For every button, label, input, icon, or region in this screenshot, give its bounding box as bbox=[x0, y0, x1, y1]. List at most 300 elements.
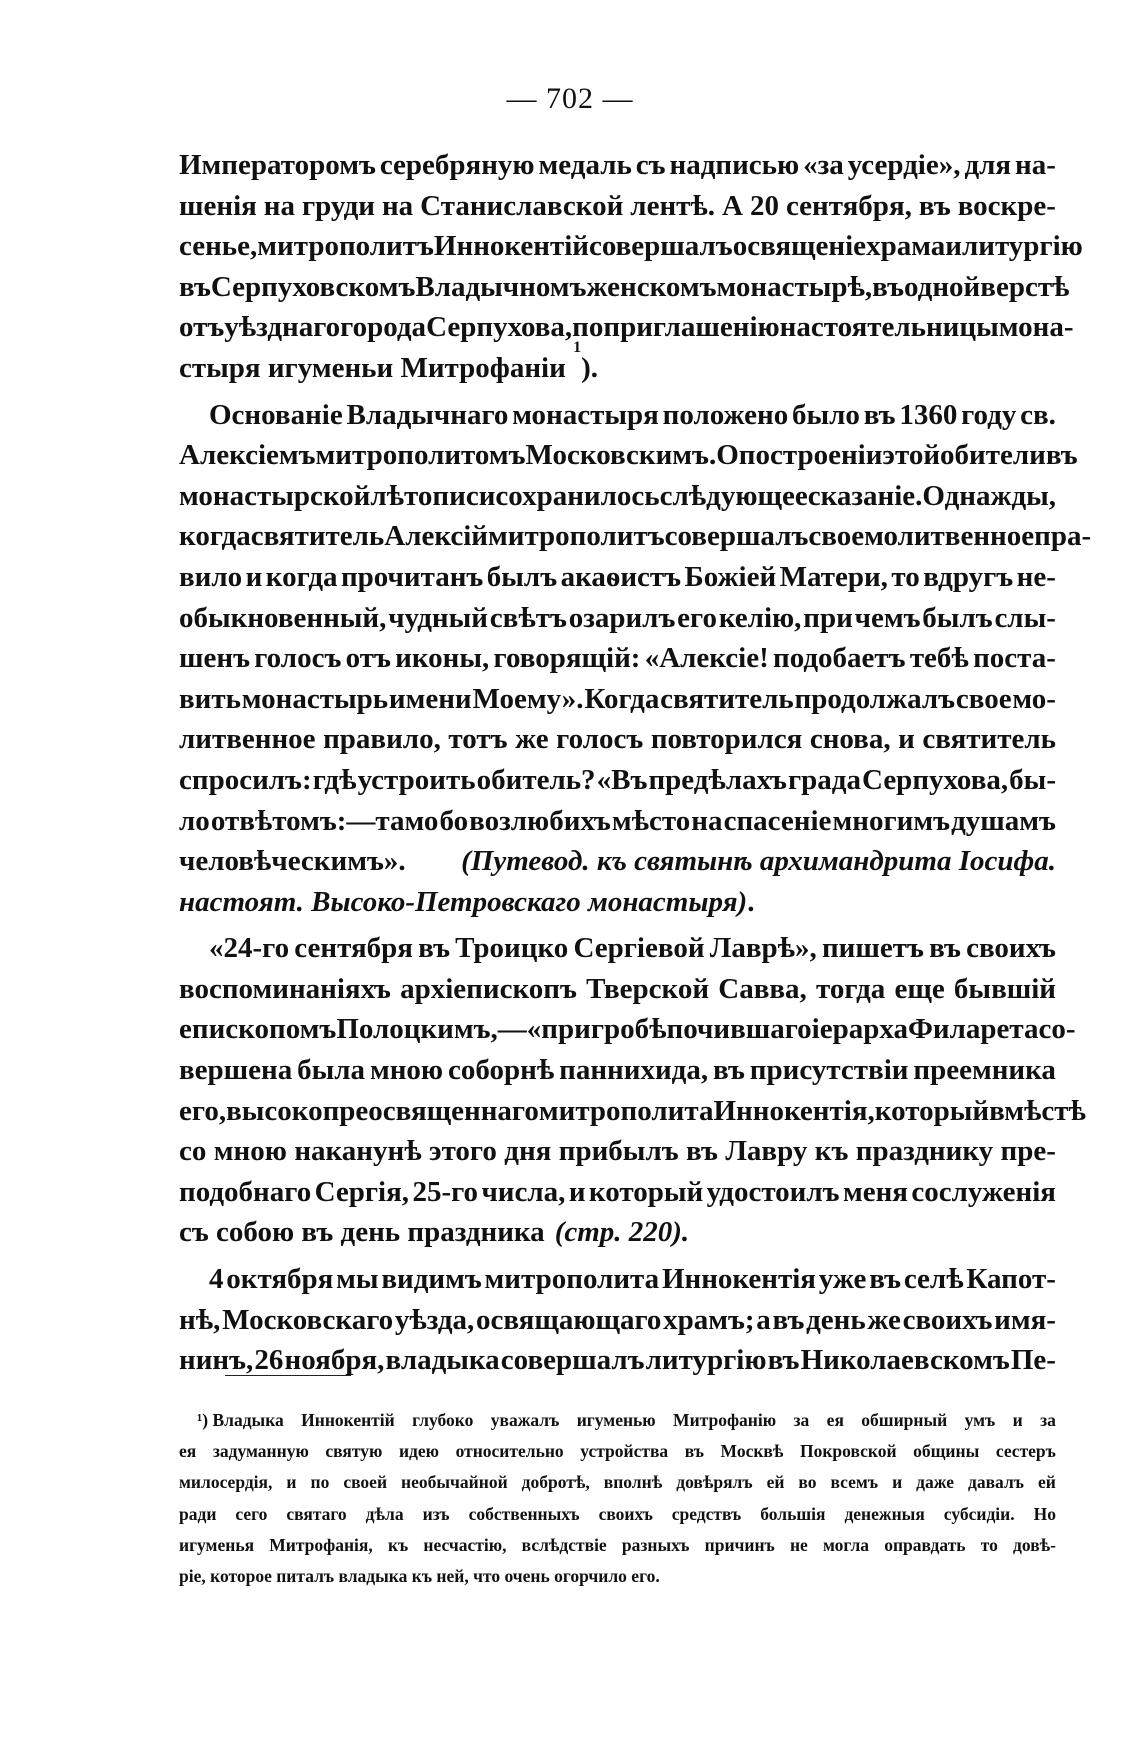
word: Серпухова, bbox=[862, 763, 1009, 796]
word: голосъ bbox=[254, 642, 342, 675]
footnote-line bbox=[179, 1405, 1056, 1436]
word: этой bbox=[882, 439, 941, 472]
word: и bbox=[898, 723, 915, 756]
word: уѣзднаго bbox=[224, 311, 341, 344]
word: обыкновенный, bbox=[179, 601, 387, 634]
word: почившаго bbox=[666, 1013, 812, 1046]
text-line: съ собою въ день праздника (стр. 220). bbox=[179, 1212, 1056, 1253]
word: настоятельницы bbox=[779, 311, 999, 344]
word: вмѣстѣ bbox=[989, 1094, 1086, 1127]
word: медаль bbox=[538, 149, 632, 181]
word: Станиславской bbox=[420, 189, 624, 222]
text-line bbox=[179, 267, 1070, 308]
word: всемъ bbox=[830, 1472, 879, 1493]
word: пра- bbox=[1034, 520, 1092, 553]
word: со bbox=[179, 1135, 207, 1168]
word: имя- bbox=[994, 1303, 1056, 1336]
word: ея bbox=[179, 1441, 197, 1462]
word: города bbox=[340, 311, 427, 344]
paragraph-4 bbox=[179, 1259, 1056, 1381]
footnote-divider bbox=[225, 1375, 351, 1376]
word: митрополита bbox=[484, 1263, 660, 1296]
word: митрополитъ bbox=[257, 230, 434, 263]
word: когда bbox=[265, 560, 338, 593]
word: Иннокентія, bbox=[713, 1094, 875, 1127]
word: и bbox=[245, 560, 263, 593]
word: многимъ bbox=[832, 804, 950, 837]
word: Сергія, bbox=[314, 1175, 410, 1208]
word: душамъ bbox=[951, 804, 1056, 837]
word: келію, bbox=[718, 601, 802, 634]
word: въ bbox=[929, 932, 961, 965]
word: возлюбихъ bbox=[469, 804, 611, 837]
word: уже bbox=[818, 1263, 867, 1296]
text-line bbox=[179, 928, 1056, 969]
word: 26 bbox=[254, 1344, 284, 1377]
word: за bbox=[1040, 1410, 1056, 1430]
word: повторился bbox=[650, 723, 803, 756]
text-line bbox=[179, 1091, 1086, 1132]
word: совершалъ bbox=[500, 1344, 645, 1377]
word: мы bbox=[336, 1263, 379, 1296]
word: въ bbox=[918, 189, 951, 222]
word: оправдать bbox=[884, 1534, 966, 1555]
word: причинъ bbox=[704, 1534, 775, 1555]
word: Иннокентія bbox=[661, 1263, 816, 1296]
word: и bbox=[568, 1175, 586, 1208]
word: октября bbox=[226, 1263, 334, 1296]
word: могла bbox=[822, 1534, 870, 1555]
word: довѣ- bbox=[1013, 1534, 1056, 1555]
word: была bbox=[297, 1054, 366, 1087]
word: а bbox=[756, 1303, 771, 1336]
word: и bbox=[1012, 1410, 1023, 1430]
word: голосъ bbox=[556, 723, 644, 756]
word: обитель? bbox=[476, 763, 596, 796]
word: его, bbox=[179, 1094, 227, 1127]
word: прибылъ bbox=[558, 1135, 679, 1168]
word: на bbox=[263, 189, 296, 222]
page-number: — 702 — bbox=[506, 82, 634, 115]
word: празднику bbox=[855, 1135, 994, 1168]
text-line bbox=[179, 1009, 1076, 1050]
word: несчастію, bbox=[423, 1534, 507, 1555]
word: озарилъ bbox=[568, 601, 676, 634]
word: наканунѣ bbox=[294, 1135, 422, 1168]
word: Иннокентій bbox=[433, 230, 589, 263]
word: Лаврѣ», bbox=[709, 932, 817, 965]
word: свое bbox=[808, 520, 865, 553]
word: литургію bbox=[645, 1344, 767, 1377]
word: Алексій bbox=[384, 520, 488, 553]
word: воспоминаніяхъ bbox=[179, 972, 391, 1005]
word: митрополита bbox=[538, 1094, 714, 1127]
text-line: стыря игуменьи Митрофаніи 1 ). bbox=[179, 348, 1056, 389]
word: Сергіевой bbox=[573, 932, 705, 965]
word: литургію bbox=[961, 230, 1083, 263]
citation: настоят. Высоко-Петровскаго монастыря) bbox=[179, 885, 748, 918]
word: за bbox=[793, 1410, 810, 1430]
text-line bbox=[179, 719, 1056, 760]
word: О bbox=[716, 439, 739, 472]
paragraph-1 bbox=[179, 145, 1083, 389]
word: было bbox=[792, 398, 860, 431]
word: ноября, bbox=[284, 1344, 385, 1377]
word: умъ bbox=[964, 1410, 996, 1430]
paragraph-3 bbox=[179, 928, 1086, 1253]
body-text bbox=[179, 145, 1092, 1387]
word: Лавру bbox=[725, 1135, 808, 1168]
text-line bbox=[179, 516, 1092, 557]
word: приглашенію bbox=[603, 311, 780, 344]
word: святую bbox=[325, 1441, 383, 1462]
word: совершалъ bbox=[664, 520, 809, 553]
word: къ bbox=[814, 1135, 849, 1168]
word: еще bbox=[894, 972, 945, 1005]
word: освящающаго bbox=[476, 1303, 662, 1336]
word: акаѳистъ bbox=[560, 560, 682, 593]
word: ей bbox=[766, 1472, 785, 1493]
text-line bbox=[179, 145, 1056, 186]
word: святитель bbox=[660, 682, 794, 715]
text-line bbox=[179, 1131, 1056, 1172]
word: имени bbox=[388, 682, 472, 715]
word: вило bbox=[179, 560, 243, 593]
word: задуманную bbox=[212, 1441, 309, 1462]
word: мѣсто bbox=[611, 804, 691, 837]
text-line bbox=[179, 557, 1056, 598]
word: Иннокентій bbox=[301, 1410, 395, 1430]
word: вершена bbox=[179, 1054, 293, 1087]
word: шенъ bbox=[179, 642, 250, 675]
word: 20 bbox=[749, 189, 779, 222]
word: «Алексіе! bbox=[644, 642, 769, 675]
word: «за bbox=[803, 149, 844, 181]
word: даже bbox=[916, 1472, 954, 1493]
word: спасеніе bbox=[723, 804, 832, 837]
word: Полоцкимъ,—«при bbox=[336, 1013, 591, 1046]
word: Митрофанія, bbox=[269, 1534, 373, 1555]
text-line bbox=[179, 395, 1056, 436]
word: году bbox=[961, 398, 1017, 431]
word: святитель bbox=[250, 520, 385, 553]
word: сестеръ bbox=[995, 1441, 1056, 1462]
word: сенье, bbox=[179, 230, 258, 263]
word: отвѣтомъ:—тамо bbox=[210, 804, 439, 837]
word: дѣла bbox=[365, 1503, 404, 1524]
footnote bbox=[179, 1405, 1056, 1592]
word: усердіе», bbox=[847, 149, 961, 181]
word: своихъ bbox=[966, 932, 1056, 965]
word: отъ bbox=[345, 642, 391, 675]
word: храма bbox=[866, 230, 946, 263]
word: уважалъ bbox=[490, 1410, 560, 1430]
word: идею bbox=[398, 1441, 440, 1462]
word: день bbox=[806, 1303, 866, 1336]
word: архіепископъ bbox=[400, 972, 577, 1005]
word: слы- bbox=[994, 601, 1056, 634]
word: Божіей bbox=[684, 560, 777, 593]
word: монастыря bbox=[512, 398, 659, 431]
text-line bbox=[179, 186, 1056, 227]
word: Серпуховскомъ bbox=[210, 270, 416, 303]
text-line bbox=[179, 801, 1056, 842]
word: въ bbox=[872, 270, 905, 303]
word: святитель bbox=[922, 723, 1056, 756]
word: митрополитомъ bbox=[315, 439, 526, 472]
word: былъ bbox=[486, 560, 558, 593]
word: же bbox=[867, 1303, 901, 1336]
word: обители bbox=[940, 439, 1046, 472]
word: спросилъ: bbox=[179, 763, 312, 796]
word: при bbox=[803, 601, 853, 634]
word: ея bbox=[826, 1410, 844, 1430]
word: гдѣ bbox=[312, 763, 357, 796]
text-line bbox=[179, 226, 1083, 267]
paragraph-2 bbox=[179, 395, 1092, 923]
word: іерарха bbox=[811, 1013, 908, 1046]
word: въ bbox=[767, 1344, 800, 1377]
word: ло bbox=[179, 804, 210, 837]
word: устроить bbox=[357, 763, 476, 796]
word: святаго bbox=[286, 1503, 347, 1524]
text-line bbox=[179, 969, 1056, 1010]
word: лентѣ. bbox=[630, 189, 716, 222]
word: иконы, bbox=[395, 642, 490, 675]
word: А bbox=[722, 189, 743, 222]
word: Капот- bbox=[966, 1263, 1056, 1296]
word: 25-го bbox=[412, 1175, 479, 1208]
word: въ bbox=[684, 1441, 704, 1462]
text-line bbox=[179, 638, 1056, 679]
word: общины bbox=[913, 1441, 980, 1462]
word: сохранилось bbox=[495, 479, 660, 512]
word: одной bbox=[904, 270, 981, 303]
word: добротѣ, bbox=[521, 1472, 590, 1493]
word: въ bbox=[713, 1054, 745, 1087]
word: для bbox=[964, 149, 1012, 181]
word: тогда bbox=[816, 972, 886, 1005]
word: то bbox=[891, 560, 920, 593]
word: ей bbox=[1037, 1472, 1056, 1493]
word: меня bbox=[842, 1175, 908, 1208]
word: слѣдующее bbox=[659, 479, 808, 512]
word: отъ bbox=[179, 311, 225, 344]
word: гробѣ bbox=[590, 1013, 667, 1046]
word: совершалъ bbox=[588, 230, 733, 263]
word: удостоилъ bbox=[706, 1175, 840, 1208]
text-line bbox=[179, 1300, 1056, 1341]
word: въ bbox=[686, 1135, 718, 1168]
word: и bbox=[945, 230, 962, 263]
word: груди bbox=[302, 189, 375, 222]
word: къ bbox=[387, 1534, 409, 1555]
text-line bbox=[179, 476, 1056, 517]
word: бывшій bbox=[953, 972, 1056, 1005]
word: Алексіемъ bbox=[179, 439, 316, 472]
word: въ bbox=[869, 1263, 902, 1296]
footnote-line: ріе, которое питалъ владыка къ ней, что очень огорчило его. bbox=[179, 1565, 660, 1586]
citation: (стр. 220). bbox=[554, 1216, 690, 1249]
word: довѣрялъ bbox=[676, 1472, 753, 1493]
word: литвенное bbox=[179, 723, 316, 756]
word: сего bbox=[235, 1503, 268, 1524]
word: нинъ, bbox=[179, 1344, 254, 1377]
word: въ bbox=[1045, 439, 1078, 472]
word: и bbox=[286, 1472, 297, 1493]
word: Императоромъ bbox=[179, 149, 376, 181]
word: Владычномъ bbox=[415, 270, 587, 303]
footnote-ref[interactable]: 1 bbox=[573, 338, 582, 356]
word: воскре- bbox=[957, 189, 1056, 222]
word: предѣлахъ bbox=[648, 763, 787, 796]
word: митрополитъ bbox=[487, 520, 665, 553]
word: своихъ bbox=[902, 1303, 993, 1336]
word: сослуженія bbox=[911, 1175, 1056, 1208]
word: Митрофанію bbox=[673, 1410, 777, 1430]
word: владыка bbox=[385, 1344, 500, 1377]
word: сентября bbox=[294, 932, 413, 965]
word: монастырѣ, bbox=[716, 270, 873, 303]
word: поста- bbox=[973, 642, 1056, 675]
word: Однажды, bbox=[922, 479, 1057, 512]
word: чудный bbox=[388, 601, 488, 634]
word: изъ bbox=[422, 1503, 450, 1524]
word: монастырь bbox=[241, 682, 389, 715]
word: собственныхъ bbox=[468, 1503, 580, 1524]
word: снова, bbox=[809, 723, 891, 756]
word: Филарета bbox=[907, 1013, 1039, 1046]
word: по bbox=[572, 311, 604, 344]
text-line bbox=[179, 307, 1074, 348]
word: который bbox=[588, 1175, 704, 1208]
word: на bbox=[691, 804, 723, 837]
word: Московскимъ. bbox=[525, 439, 717, 472]
word: съ bbox=[635, 149, 666, 181]
word: необычайной bbox=[401, 1472, 508, 1493]
word: игуменью bbox=[576, 1410, 656, 1430]
word: пре- bbox=[1000, 1135, 1056, 1168]
word: игуменья bbox=[179, 1534, 255, 1555]
word: сентября, bbox=[785, 189, 912, 222]
word: бо bbox=[439, 804, 469, 837]
word: нѣ, bbox=[179, 1303, 221, 1336]
text-line bbox=[179, 760, 1056, 801]
footnote-marker: ¹) bbox=[197, 1410, 209, 1430]
footnote-line bbox=[179, 1436, 1056, 1467]
word: свое bbox=[955, 682, 1012, 715]
word: св. bbox=[1020, 398, 1056, 431]
word: преемника bbox=[913, 1054, 1056, 1087]
word: шенія bbox=[179, 189, 257, 222]
word: Покровской bbox=[799, 1441, 897, 1462]
word: Москвѣ bbox=[720, 1441, 784, 1462]
word: Тверской bbox=[586, 972, 710, 1005]
word: ради bbox=[179, 1503, 217, 1524]
text-line bbox=[179, 435, 1078, 476]
word: Николаевскомъ bbox=[800, 1344, 1010, 1377]
word: говорящій: bbox=[493, 642, 641, 675]
word: пишетъ bbox=[821, 932, 924, 965]
word: былъ bbox=[922, 601, 993, 634]
word: монастырской bbox=[179, 479, 371, 512]
word: Троицко bbox=[455, 932, 569, 965]
word: когда bbox=[179, 520, 251, 553]
word: Но bbox=[1033, 1503, 1056, 1524]
word: не- bbox=[1016, 560, 1056, 593]
text-line bbox=[179, 1172, 1056, 1213]
word: на bbox=[381, 189, 414, 222]
word: надписью bbox=[669, 149, 800, 181]
word: чемъ bbox=[854, 601, 921, 634]
word: женскомъ bbox=[586, 270, 717, 303]
word: то bbox=[980, 1534, 998, 1555]
word: тотъ bbox=[448, 723, 508, 756]
text-line bbox=[179, 598, 1056, 639]
word: селѣ bbox=[903, 1263, 964, 1296]
word: 4 bbox=[209, 1263, 224, 1296]
footnote-line bbox=[179, 1530, 1056, 1561]
word: въ bbox=[863, 398, 896, 431]
text-line: человѣческимъ». (Путевод. къ святынѣ архимандрита Іосифа. bbox=[179, 841, 1056, 882]
word: Пе- bbox=[1010, 1344, 1056, 1377]
word: бы- bbox=[1009, 763, 1056, 796]
word: епископомъ bbox=[179, 1013, 337, 1046]
word: продолжалъ bbox=[794, 682, 956, 715]
word: мною bbox=[369, 1054, 444, 1087]
word: устройства bbox=[580, 1441, 669, 1462]
footnote-line bbox=[179, 1467, 1056, 1498]
word: вслѣдствіе bbox=[521, 1534, 607, 1555]
word: «Въ bbox=[596, 763, 648, 796]
word: не bbox=[789, 1534, 808, 1555]
word: «24-го bbox=[209, 932, 290, 965]
word: числа, bbox=[481, 1175, 566, 1208]
word: прочитанъ bbox=[340, 560, 484, 593]
word: средствъ bbox=[671, 1503, 742, 1524]
word: по bbox=[310, 1472, 330, 1493]
word: присутствіи bbox=[749, 1054, 909, 1087]
text-line bbox=[179, 1050, 1056, 1091]
word: его bbox=[677, 601, 717, 634]
word: мною bbox=[213, 1135, 287, 1168]
word: въ bbox=[418, 932, 450, 965]
word: вполнѣ bbox=[603, 1472, 663, 1493]
text-line: настоят. Высоко-Петровскаго монастыря) . bbox=[179, 882, 1056, 923]
word: 1360 bbox=[899, 398, 958, 431]
word: правило, bbox=[323, 723, 441, 756]
word: тебѣ bbox=[909, 642, 969, 675]
word: въ bbox=[772, 1303, 805, 1336]
word: Матери, bbox=[779, 560, 888, 593]
word: паннихида, bbox=[559, 1054, 709, 1087]
word: относительно bbox=[455, 1441, 564, 1462]
word: своей bbox=[343, 1472, 388, 1493]
word: же bbox=[515, 723, 549, 756]
word: храмъ; bbox=[663, 1303, 755, 1336]
word: денежныя bbox=[844, 1503, 925, 1524]
word: дня bbox=[504, 1135, 552, 1168]
word: верстѣ bbox=[980, 270, 1070, 303]
word: Моему». bbox=[472, 682, 584, 715]
word: Савва, bbox=[718, 972, 807, 1005]
text-line bbox=[179, 1259, 1056, 1300]
word: серебряную bbox=[379, 149, 535, 181]
word: высокопреосвященнаго bbox=[226, 1094, 539, 1127]
word: освященіе bbox=[732, 230, 867, 263]
word: подобнаго bbox=[179, 1175, 312, 1208]
word: давалъ bbox=[968, 1472, 1024, 1493]
